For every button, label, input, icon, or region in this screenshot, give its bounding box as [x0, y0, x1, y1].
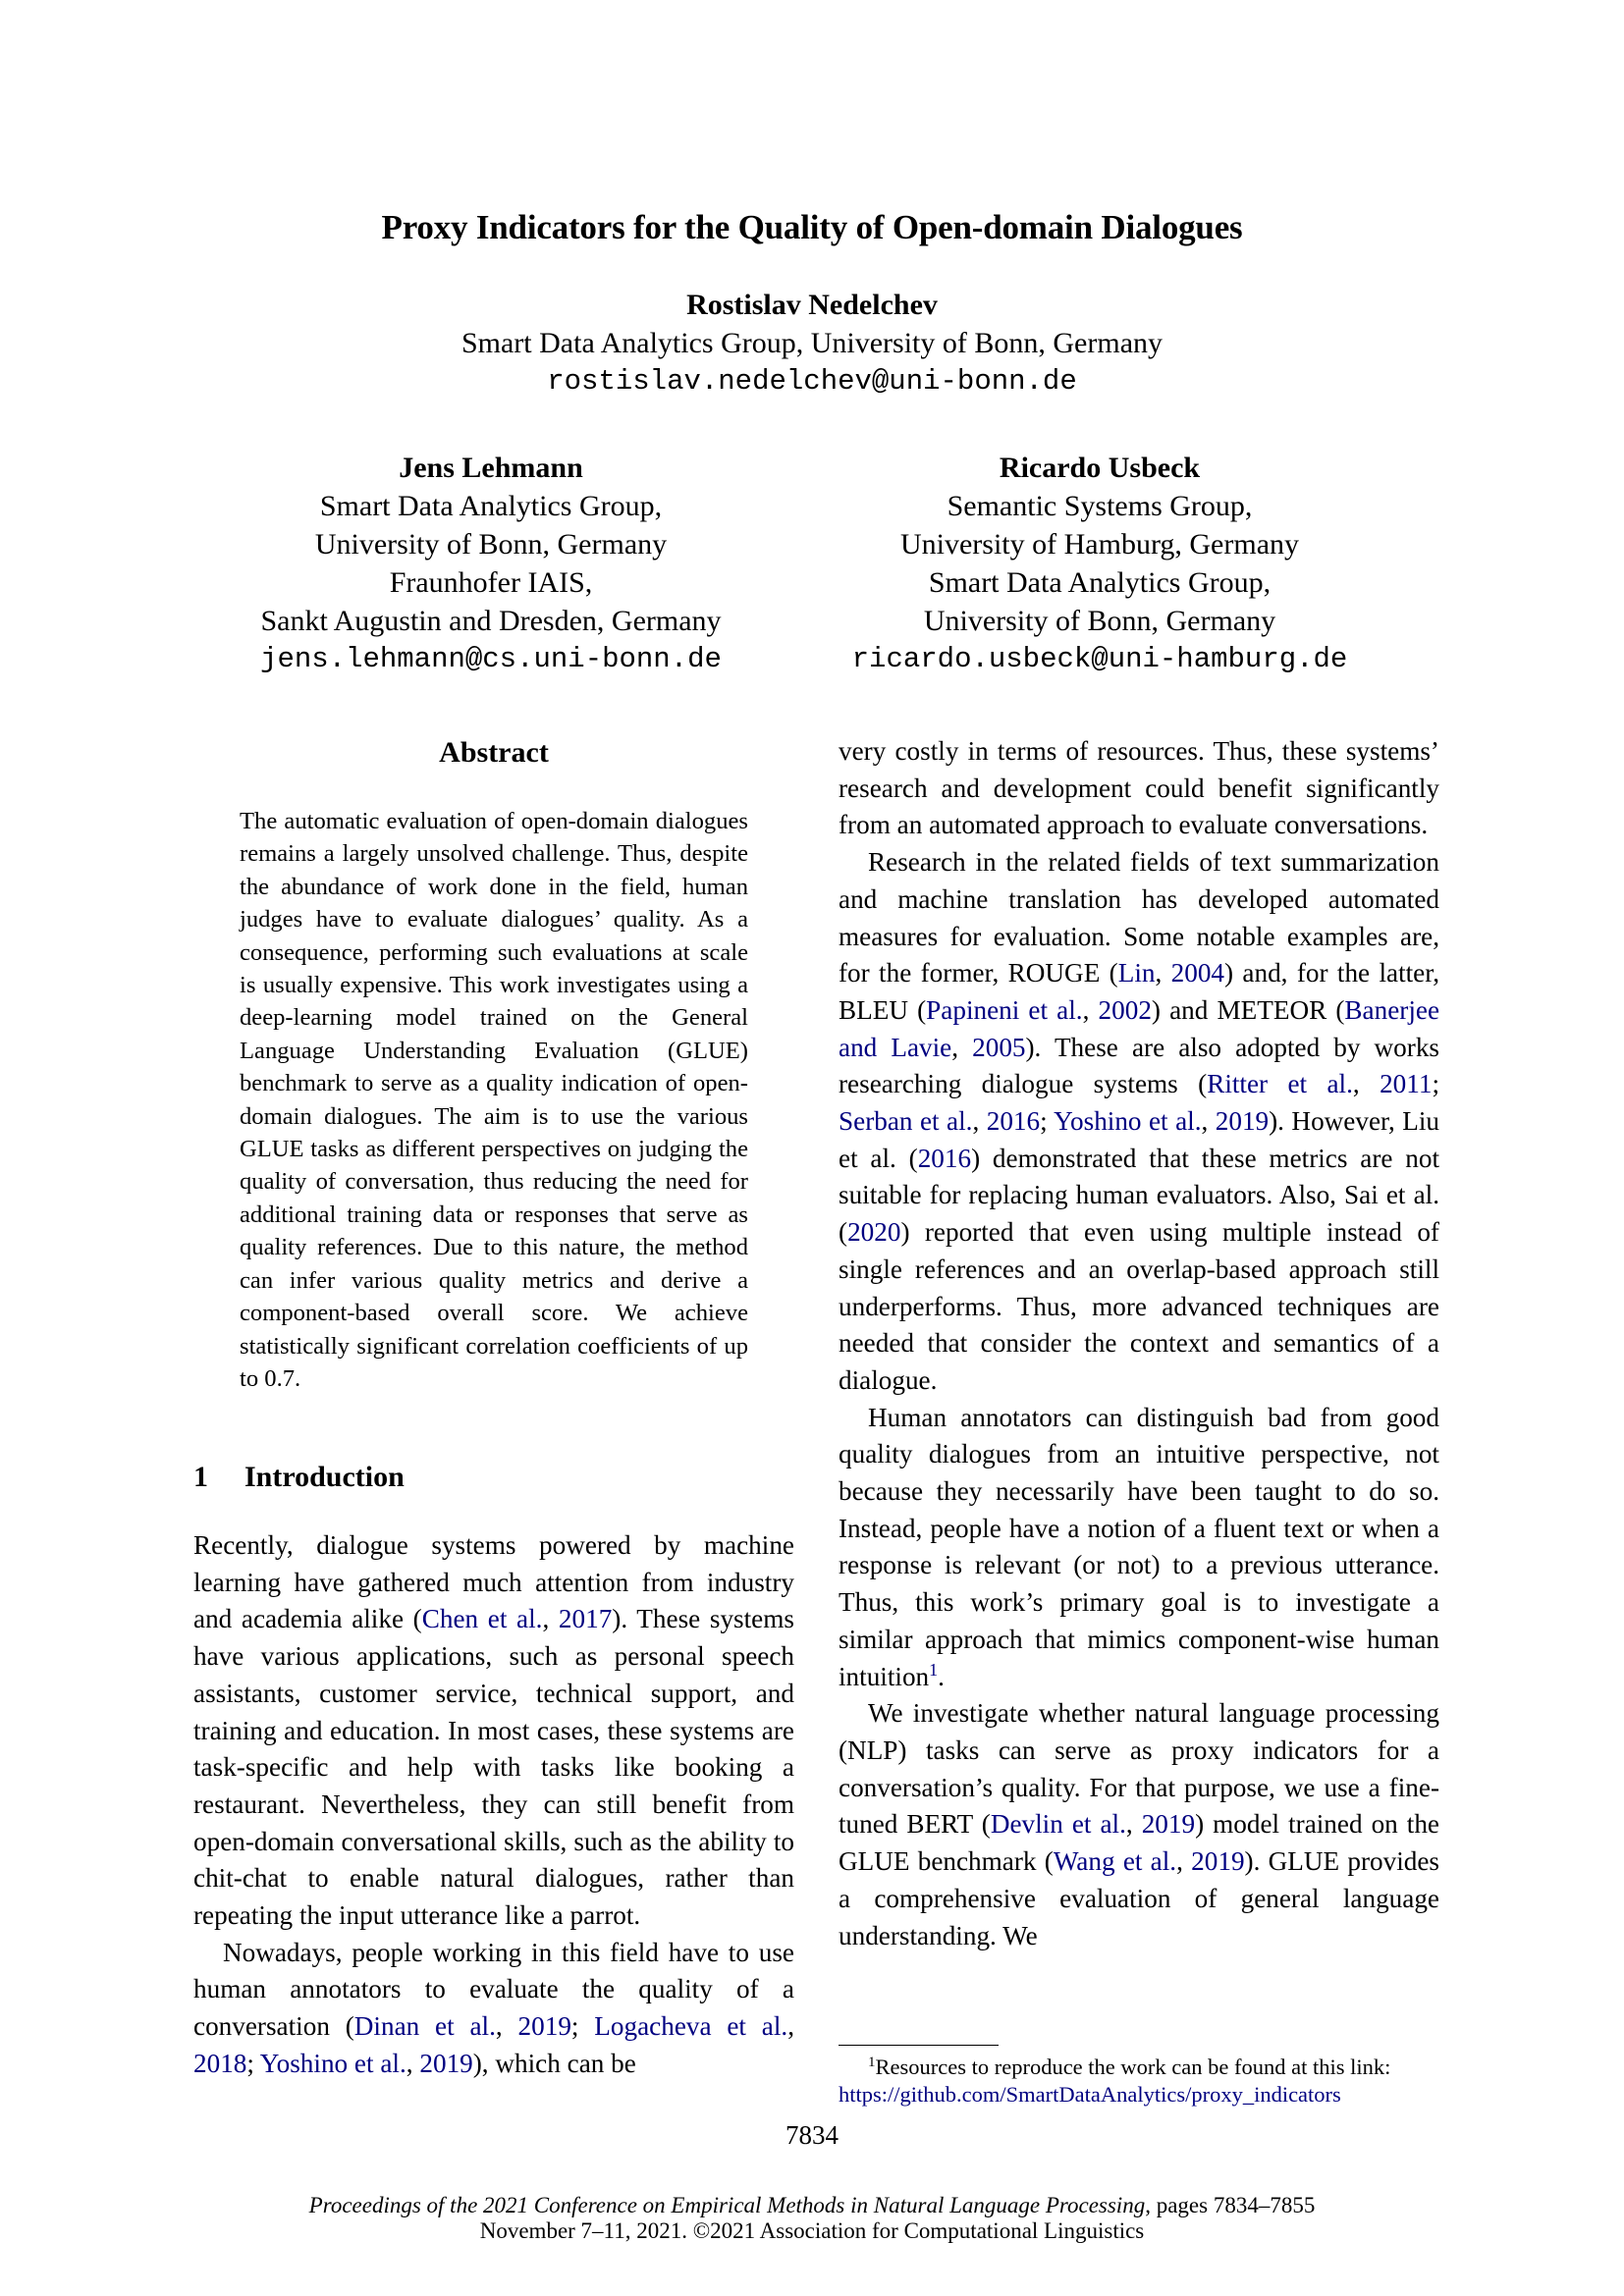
citation-link[interactable]: 2018: [193, 2048, 247, 2078]
citation-link[interactable]: Ritter et al.: [1207, 1069, 1353, 1099]
paragraph-continued: [839, 733, 1439, 844]
author-block-2: [236, 450, 746, 678]
section-number: 1: [193, 1461, 208, 1493]
author-affiliation: Sankt Augustin and Dresden, Germany: [260, 605, 722, 637]
citation-link[interactable]: Yoshino et al.: [259, 2048, 406, 2078]
text-run: .: [938, 1661, 945, 1691]
citation-link[interactable]: 2011: [1380, 1069, 1433, 1099]
author-block-1: [0, 287, 1624, 400]
footnote-rule: [839, 2045, 999, 2046]
text-run: ,: [972, 1106, 987, 1137]
author-block-3: [825, 450, 1375, 678]
citation-link[interactable]: Dinan et al.: [353, 2011, 496, 2042]
left-column-body: [193, 1527, 794, 2083]
footnote: [839, 2054, 1439, 2109]
author-affiliation: Smart Data Analytics Group,: [928, 566, 1272, 599]
author-affiliation: University of Hamburg, Germany: [899, 528, 1300, 561]
text-run: ;: [570, 2011, 595, 2042]
author-affiliation: Smart Data Analytics Group,: [319, 490, 663, 522]
text-run: ) model trained on the GLUE benchmark (: [839, 1809, 1439, 1877]
citation-link[interactable]: Lin: [1117, 958, 1156, 988]
text-run: ;: [246, 2048, 260, 2078]
author-email[interactable]: ricardo.usbeck@uni-hamburg.de: [851, 643, 1348, 675]
proceedings-pages: , pages 7834–7855: [1145, 2193, 1316, 2217]
footnote-link[interactable]: https://github.com/SmartDataAnalytics/proxy_indicators: [839, 2082, 1341, 2107]
text-run: ,: [1201, 1106, 1216, 1137]
text-run: ,: [1082, 994, 1099, 1025]
text-run: ,: [1125, 1809, 1142, 1840]
citation-link[interactable]: 2016: [986, 1106, 1041, 1137]
citation-link[interactable]: Devlin et al.: [990, 1809, 1126, 1840]
paper-title: Proxy Indicators for the Quality of Open-domain Dialogues: [381, 208, 1243, 246]
text-run: ;: [1432, 1069, 1439, 1099]
citation-link[interactable]: Wang et al.: [1053, 1846, 1177, 1877]
citation-link[interactable]: 2017: [558, 1604, 613, 1634]
proceedings-date-copyright: November 7–11, 2021. ©2021 Association for Computational Linguistics: [479, 2218, 1145, 2243]
citation-link[interactable]: Chen et al.: [421, 1604, 543, 1634]
text-run: ) and, for the latter, BLEU (: [839, 958, 1440, 1025]
proceedings-footer: [0, 2193, 1624, 2244]
section-title: Introduction: [244, 1461, 405, 1493]
text-run: Human annotators can distinguish bad from good quality dialogues from an intuitive perspective, not because they necessarily have been taught to do so. Instead, people have a notion of a fluent text or when a response is relevant (or not) to a previous utterance. Thus, this work’s primary goal is to investigate a similar approach that mimics component-wise human intuition: [839, 1402, 1439, 1691]
text-run: ), which can be: [472, 2048, 636, 2078]
text-run: ). These systems have various applications, such as personal speech assistants, customer service, technical support, and training and education. In most cases, these systems are task-specific and help with tasks like booking a restaurant. Nevertheless, they can still benefit from open-domain conversational skills, such as the ability to chit-chat to enable natural dialogues, rather than repeating the input utterance like a parrot.: [193, 1604, 794, 1931]
section-heading-introduction: [193, 1461, 405, 1494]
abstract-heading: Abstract: [439, 736, 549, 769]
author-name: Ricardo Usbeck: [999, 452, 1201, 484]
citation-link[interactable]: 2016: [917, 1143, 972, 1173]
author-name: Jens Lehmann: [399, 452, 583, 484]
paragraph: [193, 1527, 794, 1935]
text-run: ,: [542, 1604, 559, 1634]
text-run: ). However, Liu et al. (: [839, 1106, 1439, 1173]
text-run: ,: [1352, 1069, 1380, 1099]
citation-link[interactable]: 2019: [1141, 1809, 1196, 1840]
citation-link[interactable]: Banerjee and Lavie: [839, 994, 1440, 1062]
citation-link[interactable]: Yoshino et al.: [1054, 1106, 1202, 1137]
proceedings-venue: Proceedings of the 2021 Conference on Empirical Methods in Natural Language Processing: [308, 2193, 1146, 2217]
footnote-number: 1: [868, 2054, 876, 2070]
author-name: Rostislav Nedelchev: [686, 289, 938, 321]
paragraph: [193, 1935, 794, 2083]
author-affiliation: University of Bonn, Germany: [923, 605, 1276, 637]
citation-link[interactable]: Logacheva et al.: [594, 2011, 788, 2042]
text-run: ). These are also adopted by works researching dialogue systems (: [839, 1032, 1439, 1099]
paragraph: [839, 844, 1439, 1400]
text-run: ,: [1155, 958, 1171, 988]
text-run: ;: [1040, 1106, 1055, 1137]
text-run: ) demonstrated that these metrics are not suitable for replacing human evaluators. Also, Sai et al. (: [839, 1143, 1439, 1248]
footnote-text: Resources to reproduce the work can be found at this link:: [875, 2055, 1391, 2079]
text-run: very costly in terms of resources. Thus, these systems’ research and development could benefit significantly from an automated approach to evaluate conversations.: [839, 736, 1439, 840]
abstract-text: The automatic evaluation of open-domain dialogues remains a largely unsolved challenge. Thus, despite the abundance of work done in the field, human judges have to evaluate dialogues’ quality. As a consequence, performing such evaluations at scale is usually expensive. This work investigates using a deep-learning model trained on the General Language Understanding Evaluation (GLUE) benchmark to serve as a quality indication of open-domain dialogues. The aim is to use the various GLUE tasks as different perspectives on judging the quality of conversation, thus reducing the need for additional training data or responses that serve as quality references. Due to this nature, the method can infer various quality metrics and derive a component-based overall score. We achieve statistically significant correlation coefficients of up to 0.7.: [240, 808, 748, 1392]
author-affiliation: Smart Data Analytics Group, University of Bonn, Germany: [460, 327, 1164, 359]
text-run: ) and METEOR (: [1151, 994, 1345, 1025]
author-email[interactable]: rostislav.nedelchev@uni-bonn.de: [547, 365, 1077, 398]
author-email[interactable]: jens.lehmann@cs.uni-bonn.de: [260, 643, 722, 675]
text-run: We investigate whether natural language processing (NLP) tasks can serve as proxy indicators for a conversation’s quality. For that purpose, we use a fine-tuned BERT (: [839, 1698, 1439, 1840]
citation-link[interactable]: 2004: [1170, 958, 1225, 988]
citation-link[interactable]: 2002: [1098, 994, 1152, 1025]
author-affiliation: Semantic Systems Group,: [947, 490, 1253, 522]
citation-link[interactable]: Serban et al.: [839, 1106, 973, 1137]
text-run: ,: [951, 1032, 973, 1062]
text-run: ,: [1176, 1846, 1192, 1877]
author-affiliation: Fraunhofer IAIS,: [389, 566, 593, 599]
footnote-mark[interactable]: 1: [929, 1659, 939, 1680]
text-run: ) reported that even using multiple instead of single references and an overlap-based approach still underperforms. Thus, more advanced techniques are needed that consider the context and semantics of a dialogue.: [839, 1217, 1439, 1395]
page-number: 7834: [785, 2120, 839, 2150]
text-run: ,: [495, 2011, 518, 2042]
citation-link[interactable]: 2020: [847, 1217, 901, 1248]
text-run: ). GLUE provides a comprehensive evaluation of general language understanding. We: [839, 1846, 1439, 1950]
citation-link[interactable]: 2019: [517, 2011, 571, 2042]
citation-link[interactable]: 2019: [1191, 1846, 1245, 1877]
citation-link[interactable]: Papineni et al.: [926, 994, 1083, 1025]
citation-link[interactable]: 2019: [419, 2048, 473, 2078]
text-run: Nowadays, people working in this field have to use human annotators to evaluate the quality of a conversation (: [193, 1937, 794, 2042]
citation-link[interactable]: 2005: [972, 1032, 1026, 1062]
text-run: ,: [406, 2048, 420, 2078]
citation-link[interactable]: 2019: [1215, 1106, 1270, 1137]
author-affiliation: University of Bonn, Germany: [314, 528, 668, 561]
text-run: Research in the related fields of text summarization and machine translation has developed automated measures for evaluation. Some notable examples are, for the former, ROUGE (: [839, 847, 1439, 988]
paragraph: [839, 1400, 1439, 1696]
paragraph: [839, 1695, 1439, 1954]
text-run: Recently, dialogue systems powered by machine learning have gathered much attention from industry and academia alike (: [193, 1530, 794, 1634]
right-column-body: [839, 733, 1439, 1954]
text-run: ,: [787, 2011, 795, 2042]
